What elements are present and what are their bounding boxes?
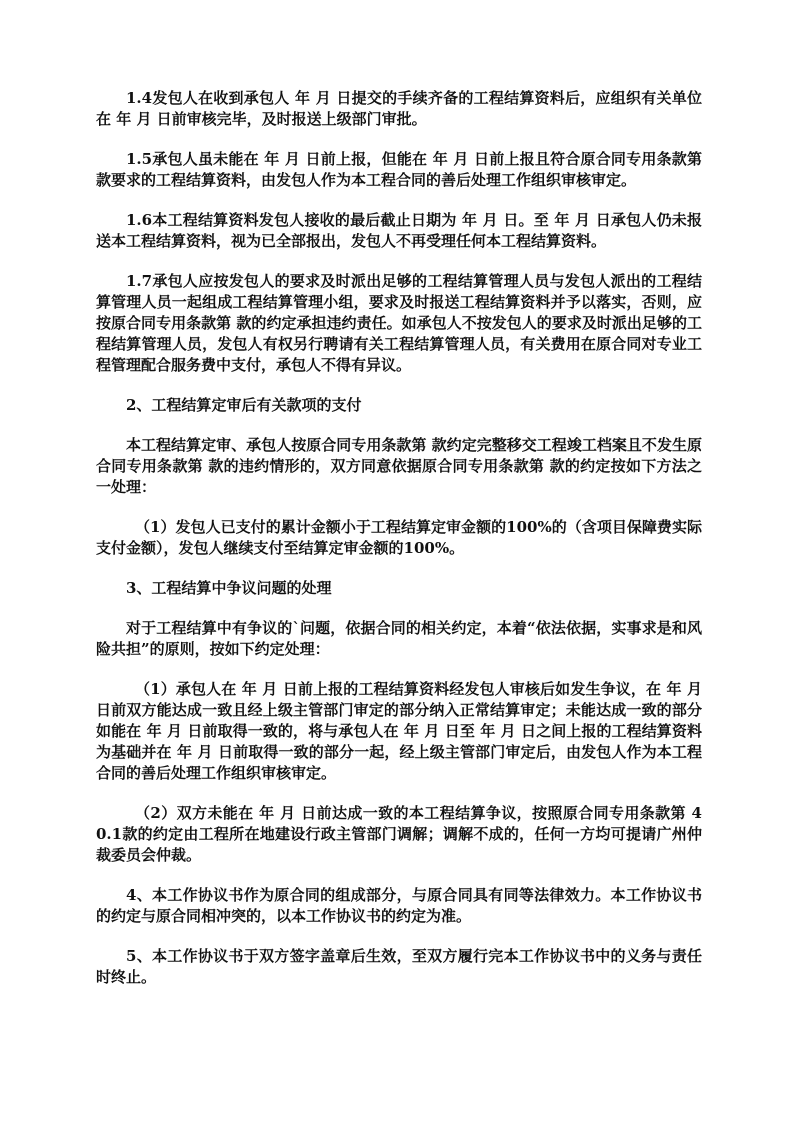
clause-1-7: 1.7承包人应按发包人的要求及时派出足够的工程结算管理人员与发包人派出的工程结算管理人员一起组成工程结算管理小组，要求及时报送工程结算资料并予以落实，否则，应按原合同专用条款第 款的约定承担违约责任。如承包人不按发包人的要求及时派出足够的工程结算管理人员，发包人有权另行聘请有关工程结算管理人员，有关费用在原合同对专业工程管理配合服务费中支付，承包人不得有异议。 xyxy=(96,272,702,374)
clause-1-6: 1.6本工程结算资料发包人接收的最后截止日期为 年 月 日。至 年 月 日承包人仍未报送本工程结算资料，视为已全部报出，发包人不再受理任何本工程结算资料。 xyxy=(96,211,702,250)
section-3-item-1: （1）承包人在 年 月 日前上报的工程结算资料经发包人审核后如发生争议，在 年 月 日前双方能达成一致且经上级主管部门审定的部分纳入正常结算审定；未能达成一致的部分如能在 年 月 日前取得一致的，将与承包人在 年 月 日至 年 月 日之间上报的工程结算资料为基础并在 年 月 日前取得一致的部分一起，经上级主管部门审定后，由发包人作为本工程合同的善后处理工作组织审核审定。 xyxy=(96,680,702,782)
section-2-body: 本工程结算定审、承包人按原合同专用条款第 款约定完整移交工程竣工档案且不发生原合同专用条款第 款的违约情形的，双方同意依据原合同专用条款第 款的约定按如下方法之一处理： xyxy=(96,436,702,496)
document-page xyxy=(96,88,702,1007)
section-3-body: 对于工程结算中有争议的`问题，依据合同的相关约定，本着“依法依据，实事求是和风险共担”的原则，按如下约定处理： xyxy=(96,619,702,658)
clause-1-4: 1.4发包人在收到承包人 年 月 日提交的手续齐备的工程结算资料后，应组织有关单位在 年 月 日前审核完毕，及时报送上级部门审批。 xyxy=(96,89,702,128)
section-2-heading: 2、工程结算定审后有关款项的支付 xyxy=(126,396,362,414)
section-3-heading: 3、工程结算中争议问题的处理 xyxy=(126,579,332,597)
clause-1-5: 1.5承包人虽未能在 年 月 日前上报，但能在 年 月 日前上报且符合原合同专用条款第 款要求的工程结算资料，由发包人作为本工程合同的善后处理工作组织审核审定。 xyxy=(96,150,702,189)
section-4: 4、本工作协议书作为原合同的组成部分，与原合同具有同等法律效力。本工作协议书的约定与原合同相冲突的，以本工作协议书的约定为准。 xyxy=(96,886,702,925)
section-5: 5、本工作协议书于双方签字盖章后生效，至双方履行完本工作协议书中的义务与责任时终止。 xyxy=(96,947,702,986)
section-2-item-1: （1）发包人已支付的累计金额小于工程结算定审金额的100%的（含项目保障费实际支付金额），发包人继续支付至结算定审金额的100%。 xyxy=(96,518,702,557)
section-3-item-2: （2）双方未能在 年 月 日前达成一致的本工程结算争议，按照原合同专用条款第 40.1款的约定由工程所在地建设行政主管部门调解；调解不成的，任何一方均可提请广州仲裁委员会仲裁。 xyxy=(96,804,702,864)
